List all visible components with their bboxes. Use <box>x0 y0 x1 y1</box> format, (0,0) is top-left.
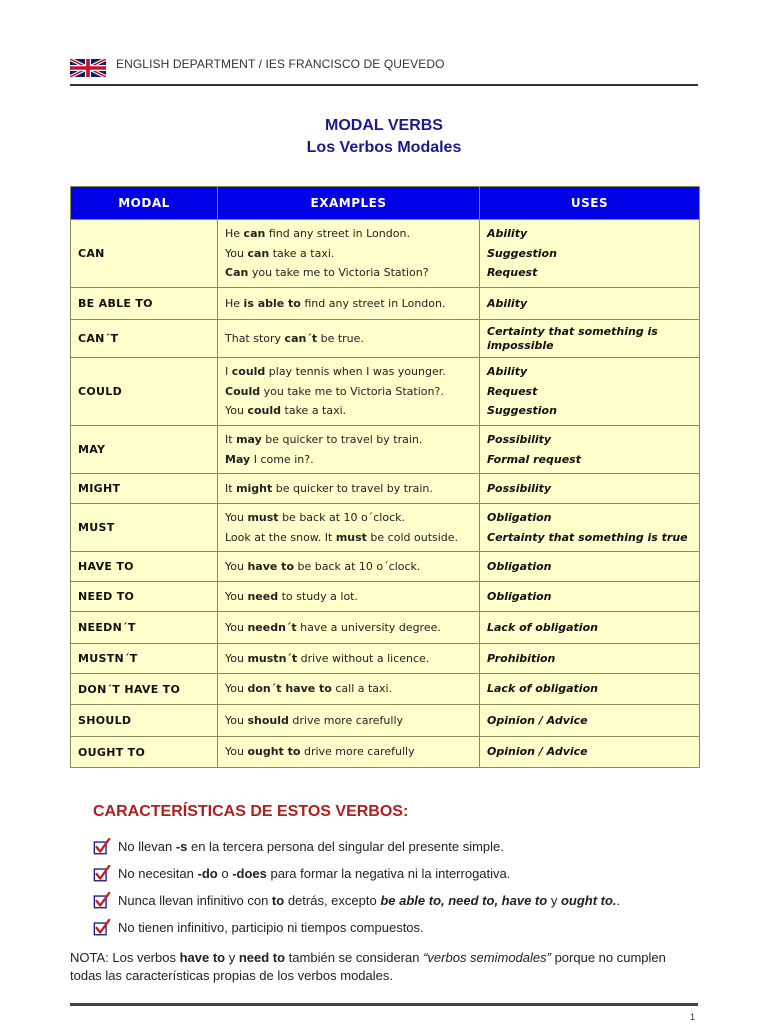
characteristic-text: No necesitan -do o -does para formar la negativa ni la interrogativa. <box>118 866 511 881</box>
table-row <box>71 358 700 426</box>
examples-cell <box>218 674 480 705</box>
uses-cell <box>480 504 700 552</box>
examples-cell <box>218 288 480 320</box>
modal-cell: HAVE TO <box>71 552 218 582</box>
characteristic-text: Nunca llevan infinitivo con to detrás, excepto be able to, need to, have to y ought to.. <box>118 893 621 908</box>
modal-cell: MIGHT <box>71 474 218 504</box>
examples-cell <box>218 612 480 644</box>
characteristic-item <box>93 860 693 887</box>
use-label: Possibility <box>487 433 552 446</box>
header-divider <box>70 84 698 86</box>
example-sentence: You could take a taxi. <box>225 404 347 418</box>
uses-cell <box>480 552 700 582</box>
uses-cell <box>480 426 700 474</box>
modal-cell: MUST <box>71 504 218 552</box>
example-sentence: You needn´t have a university degree. <box>225 620 441 634</box>
examples-cell <box>218 644 480 674</box>
modal-cell: BE ABLE TO <box>71 288 218 320</box>
example-sentence: You must be back at 10 o´clock. <box>225 511 405 524</box>
uses-cell <box>480 644 700 674</box>
characteristic-item <box>93 833 693 860</box>
page-title: MODAL VERBS <box>325 117 443 134</box>
uses-cell <box>480 288 700 320</box>
modal-cell: CAN <box>71 220 218 288</box>
column-header-modal: MODAL <box>71 187 218 220</box>
example-sentence: You can take a taxi. <box>225 246 335 260</box>
note-paragraph: NOTA: Los verbos have to y need to también se consideran “verbos semimodales” porque no cumplen todas las características propias de los verbos modales. <box>70 950 666 983</box>
characteristics-title: CARACTERÍSTICAS DE ESTOS VERBOS: <box>93 803 409 820</box>
use-label: Ability <box>487 296 528 310</box>
modal-cell: COULD <box>71 358 218 426</box>
use-label: Formal request <box>487 452 581 466</box>
footer-divider <box>70 1003 698 1006</box>
example-sentence: Look at the snow. It must be cold outside. <box>225 530 459 544</box>
table-row <box>71 582 700 612</box>
uses-cell <box>480 474 700 504</box>
examples-cell <box>218 220 480 288</box>
table-header-row <box>71 187 700 220</box>
checkbox-check-icon <box>93 919 111 937</box>
header-text: ENGLISH DEPARTMENT / IES FRANCISCO DE QUEVEDO <box>116 57 445 71</box>
uses-cell <box>480 705 700 737</box>
use-label: Obligation <box>487 511 552 524</box>
uses-cell <box>480 674 700 705</box>
examples-cell <box>218 320 480 358</box>
use-label: Obligation <box>487 559 552 573</box>
examples-cell <box>218 474 480 504</box>
page-number: 1 <box>690 1012 696 1022</box>
use-label: Lack of obligation <box>487 620 598 634</box>
table-row <box>71 644 700 674</box>
example-sentence: He is able to find any street in London. <box>225 296 446 310</box>
uses-cell <box>480 358 700 426</box>
column-header-uses: USES <box>480 187 700 220</box>
examples-cell <box>218 504 480 552</box>
use-label: Ability <box>487 365 528 379</box>
table-row <box>71 220 700 288</box>
use-label: Obligation <box>487 589 552 603</box>
table-row <box>71 737 700 768</box>
uses-cell <box>480 582 700 612</box>
uses-cell <box>480 737 700 768</box>
table-row <box>71 674 700 705</box>
modal-cell: NEEDN´T <box>71 612 218 644</box>
modal-cell: NEED TO <box>71 582 218 612</box>
example-sentence: You mustn´t drive without a licence. <box>225 651 430 665</box>
table-row <box>71 612 700 644</box>
checkbox-check-icon <box>93 838 111 856</box>
modal-cell: MUSTN´T <box>71 644 218 674</box>
example-sentence: Can you take me to Victoria Station? <box>225 266 429 280</box>
modal-verbs-table <box>70 186 700 768</box>
example-sentence: That story can´t be true. <box>225 331 364 345</box>
characteristic-item <box>93 914 693 941</box>
example-sentence: Could you take me to Victoria Station?. <box>225 384 444 398</box>
table-row <box>71 705 700 737</box>
uses-cell <box>480 220 700 288</box>
uses-cell <box>480 612 700 644</box>
checkbox-check-icon <box>93 892 111 910</box>
example-sentence: You have to be back at 10 o´clock. <box>225 559 421 573</box>
modal-cell: SHOULD <box>71 705 218 737</box>
page-header <box>70 55 698 81</box>
uk-flag-icon <box>70 58 106 78</box>
table-row <box>71 288 700 320</box>
example-sentence: You ought to drive more carefully <box>225 745 415 759</box>
modal-cell: MAY <box>71 426 218 474</box>
uses-cell <box>480 320 700 358</box>
table-row <box>71 474 700 504</box>
modal-cell: OUGHT TO <box>71 737 218 768</box>
example-sentence: It might be quicker to travel by train. <box>225 481 433 495</box>
table-row <box>71 504 700 552</box>
use-label: Certainty that something is impossible <box>487 324 658 352</box>
example-sentence: I could play tennis when I was younger. <box>225 365 446 379</box>
table-row <box>71 320 700 358</box>
use-label: Suggestion <box>487 404 557 418</box>
use-label: Request <box>487 266 538 280</box>
examples-cell <box>218 582 480 612</box>
characteristic-text: No llevan -s en la tercera persona del singular del presente simple. <box>118 839 504 854</box>
use-label: Opinion / Advice <box>487 713 588 727</box>
use-label: Ability <box>487 227 528 241</box>
example-sentence: It may be quicker to travel by train. <box>225 433 423 446</box>
use-label: Request <box>487 384 538 398</box>
use-label: Lack of obligation <box>487 682 598 696</box>
page-subtitle: Los Verbos Modales <box>306 139 462 156</box>
examples-cell <box>218 358 480 426</box>
use-label: Suggestion <box>487 246 557 260</box>
use-label: Opinion / Advice <box>487 745 588 759</box>
table-body <box>71 220 700 768</box>
modal-cell: CAN´T <box>71 320 218 358</box>
table-row <box>71 426 700 474</box>
example-sentence: You don´t have to call a taxi. <box>225 682 393 696</box>
example-sentence: May I come in?. <box>225 452 314 466</box>
examples-cell <box>218 426 480 474</box>
example-sentence: You should drive more carefully <box>225 713 404 727</box>
checkbox-check-icon <box>93 865 111 883</box>
example-sentence: You need to study a lot. <box>225 589 358 603</box>
example-sentence: He can find any street in London. <box>225 227 410 241</box>
use-label: Certainty that something is true <box>487 530 688 544</box>
characteristic-text: No tienen infinitivo, participio ni tiempos compuestos. <box>118 920 424 935</box>
column-header-examples: EXAMPLES <box>218 187 480 220</box>
use-label: Possibility <box>487 481 552 495</box>
characteristic-item <box>93 887 693 914</box>
table-row <box>71 552 700 582</box>
examples-cell <box>218 705 480 737</box>
examples-cell <box>218 737 480 768</box>
modal-cell: DON´T HAVE TO <box>71 674 218 705</box>
examples-cell <box>218 552 480 582</box>
characteristics-list <box>93 833 693 941</box>
use-label: Prohibition <box>487 651 556 665</box>
